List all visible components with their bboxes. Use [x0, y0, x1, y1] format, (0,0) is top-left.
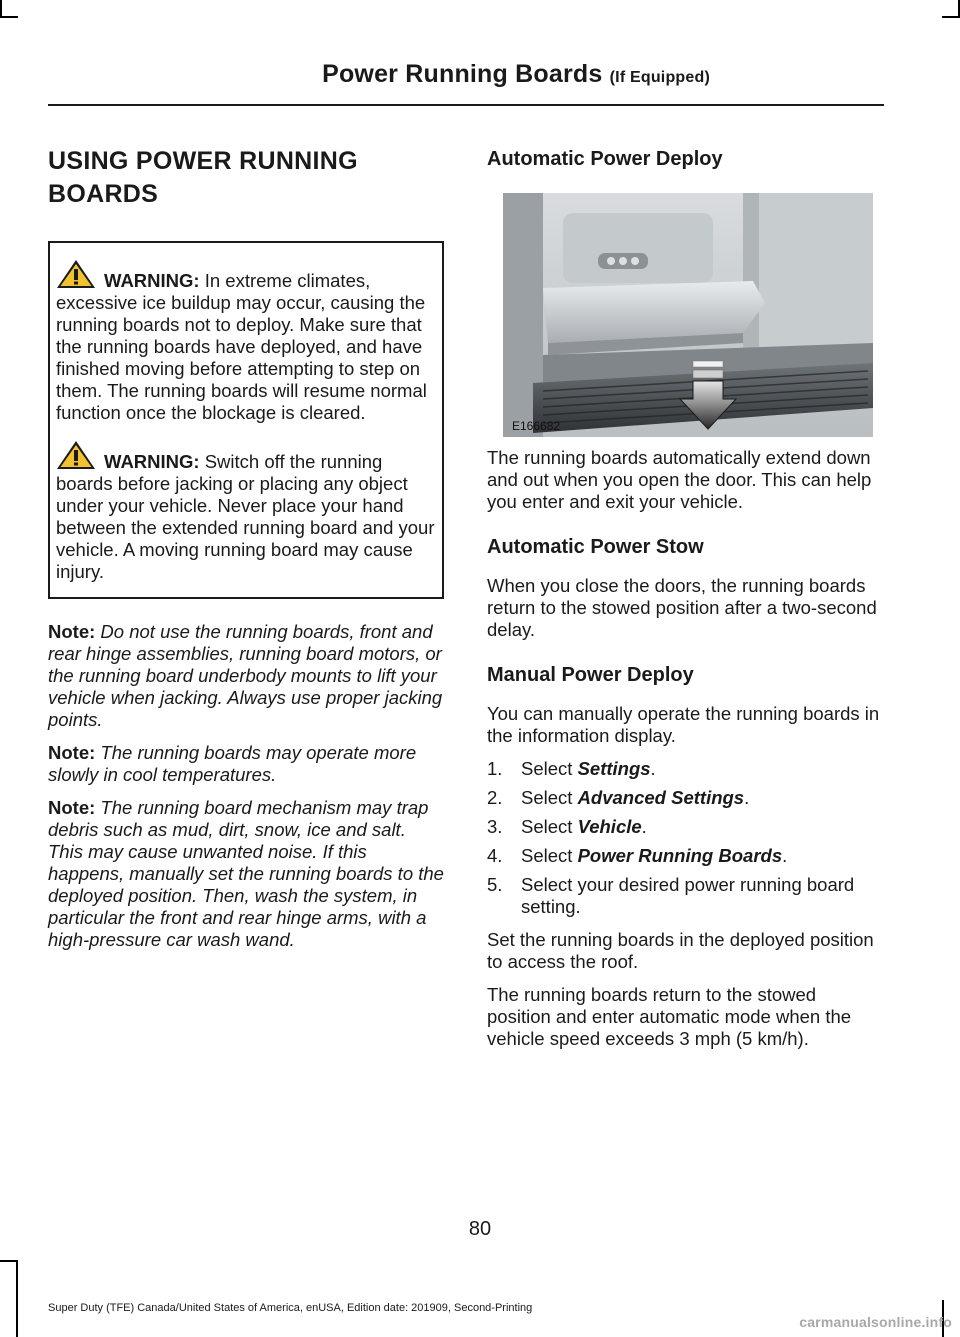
header-divider	[48, 104, 884, 106]
note-text: The running boards may operate more slowly in cool temperatures.	[48, 742, 417, 785]
warning-text: Switch off the running boards before jacking or placing any object under your vehicle. Never place your hand between the extended running board and your vehicle. A moving running board may cause injury.	[56, 451, 435, 582]
stow-heading: Automatic Power Stow	[487, 536, 704, 558]
watermark: carmanualsonline.info	[799, 1314, 952, 1330]
menu-item-name: Advanced Settings	[577, 787, 745, 808]
warning-paragraph	[56, 259, 436, 424]
footer-text: Super Duty (TFE) Canada/United States of America, enUSA, Edition date: 201909, Second-Printing	[48, 1302, 533, 1314]
note-text: Do not use the running boards, front and rear hinge assemblies, running board motors, or the running board underbody mounts to lift your vehicle when jacking. Always use proper jacking points.	[48, 621, 443, 730]
step-prefix: Select	[521, 816, 573, 837]
step-number: 4.	[487, 845, 503, 866]
step-suffix: .	[641, 816, 647, 837]
deploy-text: The running boards automatically extend down and out when you open the door. This can help you enter and exit your vehicle.	[487, 447, 872, 512]
step-prefix: Select	[521, 758, 573, 779]
crop-mark	[942, 16, 960, 18]
manual-text: You can manually operate the running boards in the information display.	[487, 703, 880, 746]
note-paragraph	[48, 742, 444, 786]
page-number: 80	[468, 1218, 492, 1240]
left-column	[48, 145, 444, 962]
steps-list	[487, 758, 883, 918]
manual-heading: Manual Power Deploy	[487, 664, 694, 686]
crop-mark	[16, 1260, 18, 1337]
note-paragraph	[48, 621, 444, 731]
page-header	[322, 60, 710, 89]
step-number: 3.	[487, 816, 503, 837]
crop-mark	[0, 0, 2, 16]
step-number: 5.	[487, 874, 503, 895]
step-number: 2.	[487, 787, 503, 808]
step-suffix: .	[782, 845, 788, 866]
list-item	[487, 787, 883, 809]
step-suffix: .	[650, 758, 656, 779]
right-column	[487, 145, 883, 1061]
warning-label: WARNING:	[104, 270, 200, 291]
list-item	[487, 845, 883, 867]
step-prefix: Select	[521, 787, 573, 808]
deploy-heading: Automatic Power Deploy	[487, 148, 723, 170]
page-subtitle: (If Equipped)	[609, 69, 710, 86]
menu-item-name: Settings	[577, 758, 651, 779]
list-item	[487, 758, 883, 780]
crop-mark	[0, 16, 18, 18]
warning-triangle-icon	[56, 440, 96, 470]
warning-triangle-icon	[56, 259, 96, 289]
list-item	[487, 816, 883, 838]
page-title: Power Running Boards	[322, 60, 603, 88]
stow-text: When you close the doors, the running boards return to the stowed position after a two-second delay.	[487, 575, 877, 640]
running-board-drawing	[503, 193, 873, 437]
running-board-illustration	[503, 193, 873, 437]
warning-label: WARNING:	[104, 451, 200, 472]
note-label: Note:	[48, 621, 96, 642]
section-heading: USING POWER RUNNING BOARDS	[48, 147, 358, 208]
note-paragraph	[48, 797, 444, 951]
step-suffix: .	[744, 787, 750, 808]
note-label: Note:	[48, 797, 96, 818]
figure-id: E166682	[512, 419, 561, 433]
warning-text: In extreme climates, excessive ice buildup may occur, causing the running boards not to deploy. Make sure that the running boards have deployed, and have finished moving before attempting to step on them. The running boards will resume normal function once the blockage is cleared.	[56, 270, 427, 423]
warning-box	[48, 241, 444, 599]
step-text: Select your desired power running board setting.	[521, 874, 855, 917]
step-prefix: Select	[521, 845, 573, 866]
menu-item-name: Vehicle	[577, 816, 642, 837]
list-item	[487, 874, 883, 918]
note-text: The running board mechanism may trap debris such as mud, dirt, snow, ice and salt. This may cause unwanted noise. If this happens, manually set the running boards to the deployed position. Then, wash the system, in particular the front and rear hinge arms, with a high-pressure car wash wand.	[48, 797, 444, 950]
menu-item-name: Power Running Boards	[577, 845, 783, 866]
return-text: The running boards return to the stowed position and enter automatic mode when the vehicle speed exceeds 3 mph (5 km/h).	[487, 984, 852, 1049]
note-label: Note:	[48, 742, 96, 763]
step-number: 1.	[487, 758, 503, 779]
roof-text: Set the running boards in the deployed position to access the roof.	[487, 929, 874, 972]
warning-paragraph	[56, 440, 436, 583]
